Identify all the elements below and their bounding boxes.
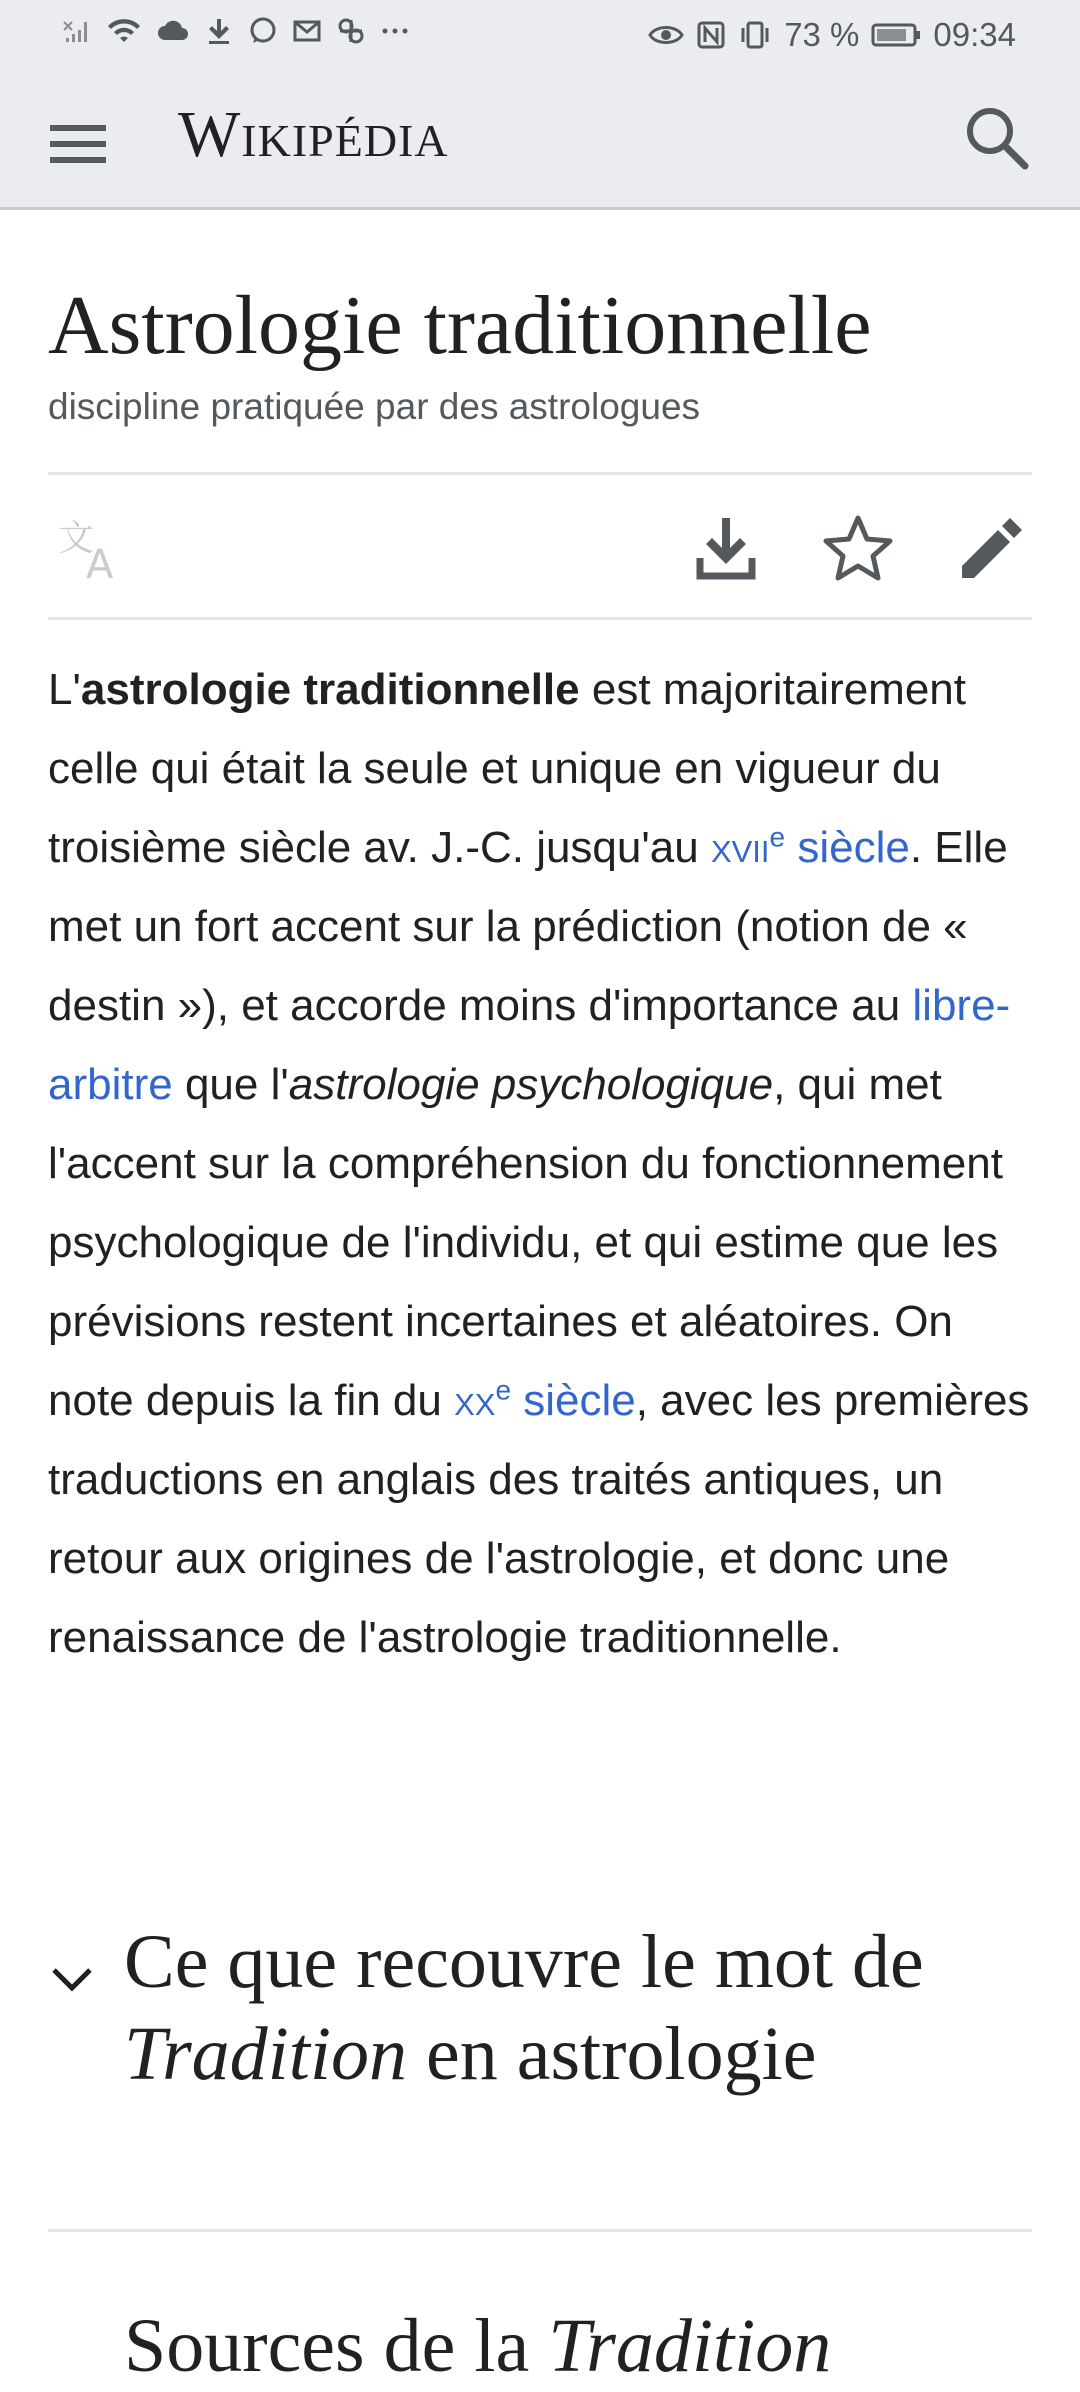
app-icon [336, 16, 366, 46]
eye-icon [648, 20, 684, 50]
page-title: Astrologie traditionnelle [48, 279, 872, 372]
article-paragraph [48, 650, 1038, 1677]
battery-icon [871, 20, 921, 50]
text-run: . Elle met un fort accent sur la prédiction (notion de « destin »), et accorde moins d'importance au [48, 823, 1008, 1030]
clock: 09:34 [933, 16, 1016, 53]
edit-icon [950, 508, 1030, 588]
download-icon [686, 508, 766, 588]
link-roman: xvii [710, 823, 770, 872]
text-run: est majoritairement celle qui était la seule et unique en vigueur du troisième siècle av. J.-C. jusqu'au [48, 665, 966, 872]
status-bar-right [648, 16, 1016, 54]
search-icon [958, 99, 1038, 179]
vibrate-icon [738, 20, 772, 50]
text-run: L' [48, 665, 81, 714]
heading-text: Sources de la [124, 2304, 549, 2388]
divider [48, 617, 1032, 620]
page-subtitle: discipline pratiquée par des astrologues [48, 386, 701, 427]
svg-text:A: A [86, 542, 114, 588]
wikipedia-logo[interactable]: Wikipédia [178, 98, 449, 171]
cloud-icon [156, 16, 190, 46]
next-section-heading[interactable] [124, 2300, 831, 2392]
wifi-icon [106, 16, 142, 46]
link-text: siècle [511, 1376, 636, 1425]
heading-italic: Tradition [548, 2304, 832, 2388]
text-run: , avec les premières traductions en anglais des traités antiques, un retour aux origines de l'astrologie, et donc une renaissance de l'astrologie traditionnelle. [48, 1376, 1030, 1662]
edit-button[interactable] [950, 508, 1030, 588]
chevron-down-icon[interactable] [48, 1954, 96, 2002]
link-text: siècle [785, 823, 910, 872]
whatsapp-icon [248, 16, 278, 46]
link-libre-arbitre[interactable]: libre-arbitre [48, 981, 1011, 1109]
battery-percent: 73 % [784, 16, 860, 53]
more-icon [380, 16, 410, 46]
search-button[interactable] [958, 99, 1038, 179]
link-sup: e [495, 1374, 512, 1406]
divider [48, 2229, 1032, 2232]
app-header [0, 75, 1080, 210]
svg-text:文: 文 [58, 518, 95, 559]
status-bar-left [62, 16, 410, 46]
language-icon [52, 508, 132, 588]
italic-term: astrologie psychologique [288, 1060, 774, 1109]
link-xviie-siecle[interactable] [711, 823, 910, 872]
heading-italic: Tradition [124, 2012, 407, 2096]
heading-text: en astrologie [407, 2012, 817, 2096]
link-roman: xx [454, 1376, 496, 1425]
download-button[interactable] [686, 508, 766, 588]
watch-button[interactable] [818, 508, 898, 588]
download-icon [204, 16, 234, 46]
star-icon [818, 508, 898, 588]
bold-term: astrologie traditionnelle [80, 665, 580, 714]
status-bar [0, 0, 1080, 75]
language-button[interactable] [52, 508, 132, 588]
heading-text: Ce que recouvre le mot de [124, 1920, 924, 2004]
menu-button[interactable] [50, 105, 108, 177]
text-run: que l' [172, 1060, 289, 1109]
link-xxe-siecle[interactable] [454, 1376, 636, 1425]
menu-icon [50, 105, 108, 177]
nfc-icon [696, 20, 726, 50]
divider [48, 472, 1032, 475]
signal-off-icon [62, 16, 92, 46]
mail-icon [292, 16, 322, 46]
link-sup: e [769, 821, 786, 853]
section-heading[interactable] [124, 1916, 1024, 2100]
text-run: , qui met l'accent sur la compréhension du fonctionnement psychologique de l'individu, et qui estime que les prévisions restent incertaines et aléatoires. On note depuis la fin du [48, 1060, 1003, 1425]
